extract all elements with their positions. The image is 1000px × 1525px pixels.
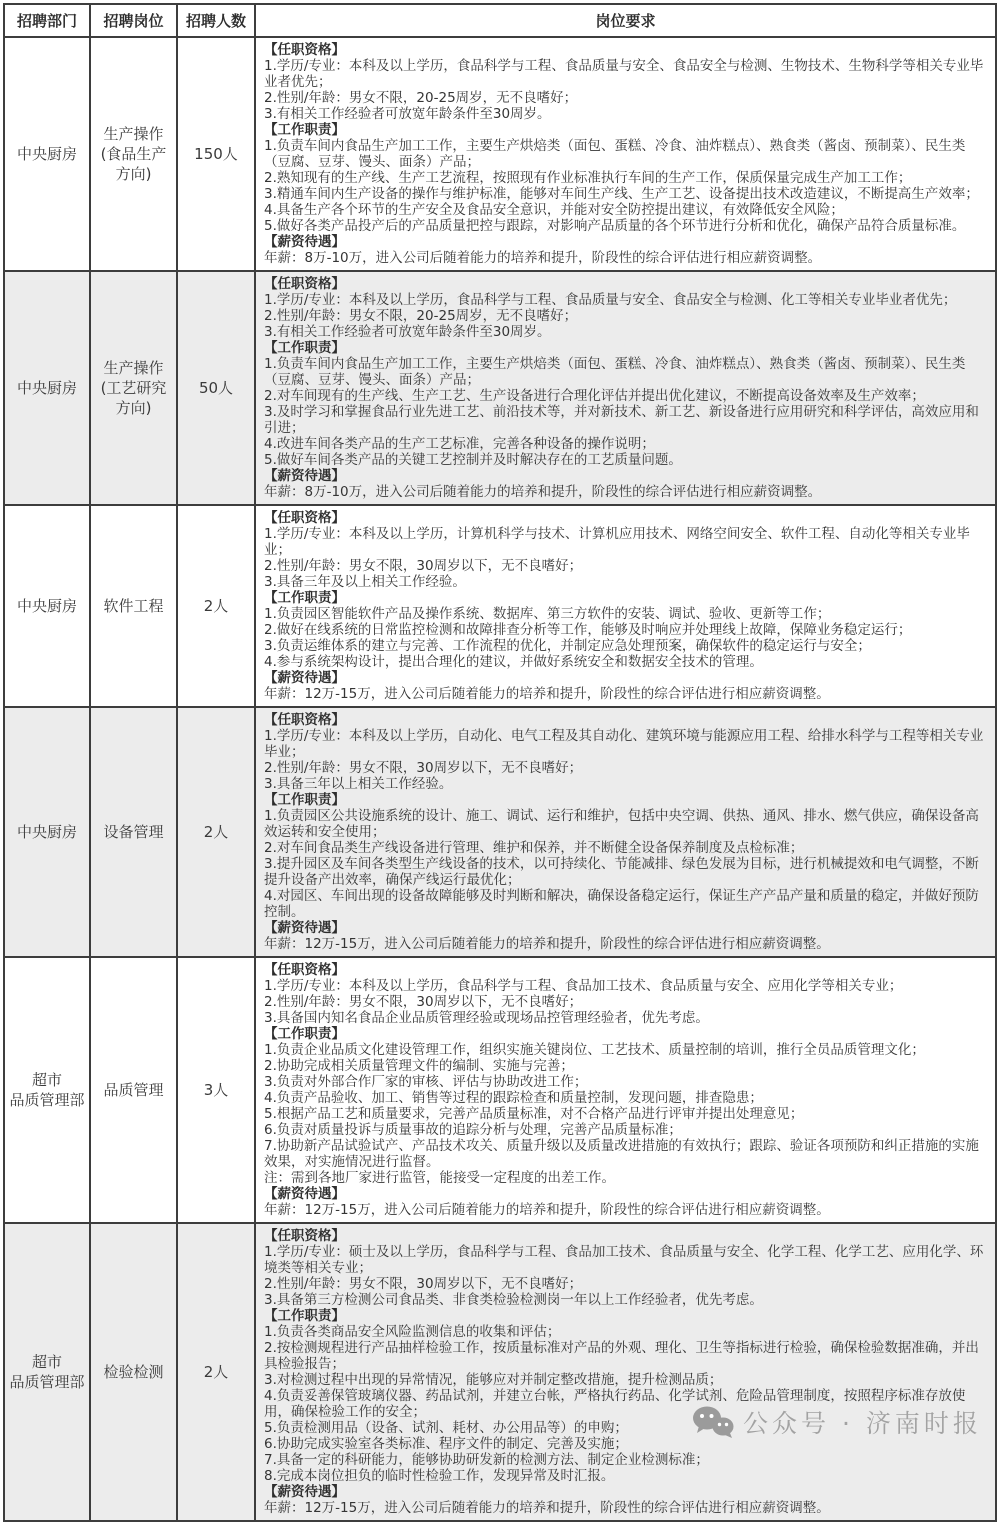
requirements-line: 1.学历/专业：本科及以上学历，食品科学与工程、食品质量与安全、食品安全与检测、生物技术、生物科学等相关专业毕业者优先； xyxy=(264,58,984,90)
department-cell xyxy=(4,37,90,271)
requirements-cell xyxy=(255,271,996,505)
header-department: 招聘部门 xyxy=(4,4,90,37)
requirements-line: 1.负责各类商品安全风险监测信息的收集和评估； xyxy=(264,1324,561,1340)
headcount-cell: 2人 xyxy=(177,505,255,707)
department-line: 品质管理部 xyxy=(9,1373,85,1391)
department-line: 超市 xyxy=(31,1353,62,1371)
requirements-line: 3.对检测过程中出现的异常情况，能够应对并制定整改措施，提升检测品质； xyxy=(264,1372,723,1388)
position-line: (食品生产 xyxy=(100,145,167,163)
position-cell xyxy=(90,707,177,957)
requirements-line: 年薪：8万-10万，进入公司后随着能力的培养和提升，阶段性的综合评估进行相应薪资调整。 xyxy=(264,250,822,266)
requirements-line: 3.精通车间内生产设备的操作与维护标准，能够对车间生产线、生产工艺、设备提出技术改造建议，不断提高生产效率； xyxy=(264,186,979,202)
requirements-line: 3.负责对外部合作厂家的审核、评估与协助改进工作； xyxy=(264,1074,588,1090)
requirements-line: 2.对车间食品类生产线设备进行管理、维护和保养，并不断健全设备保养制度及点检标准； xyxy=(264,840,804,856)
requirements-line: 3.负责运维体系的建立与完善、工作流程的优化，并制定应急处理预案，确保软件的稳定运行与安全； xyxy=(264,638,871,654)
requirements-line: 年薪：12万-15万，进入公司后随着能力的培养和提升，阶段性的综合评估进行相应薪资调整。 xyxy=(264,936,830,952)
department-cell xyxy=(4,1223,90,1521)
requirements-line: 2.熟知现有的生产线、生产工艺流程，按照现有作业标准执行车间的生产工作，保质保量完成生产加工工作； xyxy=(264,170,912,186)
requirements-line: 4.改进车间各类产品的生产工艺标准，完善各种设备的操作说明； xyxy=(264,436,655,452)
requirements-line: 2.协助完成相关质量管理文件的编制、实施与完善； xyxy=(264,1058,574,1074)
requirements-line: 7.协助新产品试验试产、产品技术攻关、质量升级以及质量改进措施的有效执行；跟踪、验证各项预防和纠正措施的实施效果，对实施情况进行监督。 xyxy=(264,1138,979,1170)
requirements-section-heading: 【工作职责】 xyxy=(264,122,345,138)
requirements-line: 1.负责车间内食品生产加工工作，主要生产烘焙类（面包、蛋糕、冷食、油炸糕点）、熟食类（酱卤、预制菜）、民生类（豆腐、豆芽、馒头、面条）产品； xyxy=(264,138,966,170)
table-row xyxy=(4,957,996,1223)
department-cell xyxy=(4,271,90,505)
requirements-line: 年薪：12万-15万，进入公司后随着能力的培养和提升，阶段性的综合评估进行相应薪资调整。 xyxy=(264,1202,830,1218)
table-row xyxy=(4,37,996,271)
requirements-section-heading: 【任职资格】 xyxy=(264,510,345,526)
requirements-line: 3.具备三年以上相关工作经验。 xyxy=(264,776,453,792)
department-line: 超市 xyxy=(31,1071,62,1089)
requirements-line: 3.具备三年及以上相关工作经验。 xyxy=(264,574,466,590)
requirements-line: 2.性别/年龄：男女不限，30周岁以下，无不良嗜好； xyxy=(264,558,583,574)
requirements-line: 6.负责对质量投诉与质量事故的追踪分析与处理，完善产品质量标准； xyxy=(264,1122,682,1138)
department-cell xyxy=(4,957,90,1223)
requirements-section-heading: 【任职资格】 xyxy=(264,962,345,978)
department-line: 中央厨房 xyxy=(16,379,77,397)
requirements-section-heading: 【薪资待遇】 xyxy=(264,468,345,484)
table-row xyxy=(4,271,996,505)
requirements-section-heading: 【工作职责】 xyxy=(264,590,345,606)
requirements-section-heading: 【薪资待遇】 xyxy=(264,1484,345,1500)
position-line: 方向) xyxy=(115,165,152,183)
table-row xyxy=(4,505,996,707)
requirements-line: 4.对园区、车间出现的设备故障能够及时判断和解决，确保设备稳定运行，保证生产产品产量和质量的稳定，并做好预防控制。 xyxy=(264,888,979,920)
requirements-line: 1.学历/专业：本科及以上学历，食品科学与工程、食品加工技术、食品质量与安全、应用化学等相关专业； xyxy=(264,978,903,994)
requirements-cell xyxy=(255,37,996,271)
requirements-line: 2.做好在线系统的日常监控检测和故障排查分析等工作，能够及时响应并处理线上故障，保障业务稳定运行； xyxy=(264,622,912,638)
requirements-line: 1.学历/专业：本科及以上学历，食品科学与工程、食品质量与安全、食品安全与检测、化工等相关专业毕业者优先； xyxy=(264,292,957,308)
watermark-text: 公众号 · 济南时报 xyxy=(743,1409,982,1438)
requirements-line: 2.性别/年龄：男女不限，20-25周岁，无不良嗜好； xyxy=(264,308,578,324)
headcount-cell: 3人 xyxy=(177,957,255,1223)
requirements-section-heading: 【任职资格】 xyxy=(264,712,345,728)
department-line: 中央厨房 xyxy=(16,823,77,841)
requirements-line: 4.负责妥善保管玻璃仪器、药品试剂，并建立台帐，严格执行药品、化学试剂、危险品管理制度，按照程序标准存放使用，确保检验工作的安全； xyxy=(264,1388,966,1420)
requirements-section-heading: 【工作职责】 xyxy=(264,1308,345,1324)
requirements-section-heading: 【薪资待遇】 xyxy=(264,234,345,250)
recruitment-table xyxy=(3,3,997,1522)
requirements-line: 1.学历/专业：本科及以上学历，计算机科学与技术、计算机应用技术、网络空间安全、软件工程、自动化等相关专业毕业； xyxy=(264,526,970,558)
header-headcount: 招聘人数 xyxy=(177,4,255,37)
requirements-line: 3.提升园区及车间各类型生产线设备的技术，以可持续化、节能减排、绿色发展为目标，进行机械提效和电气调整，不断提升设备产出效率，确保产线运行最优化； xyxy=(264,856,979,888)
requirements-line: 4.参与系统架构设计，提出合理化的建议，并做好系统安全和数据安全技术的管理。 xyxy=(264,654,763,670)
department-cell xyxy=(4,707,90,957)
position-line: 软件工程 xyxy=(103,597,164,615)
headcount-cell: 2人 xyxy=(177,1223,255,1521)
headcount-cell: 50人 xyxy=(177,271,255,505)
position-cell xyxy=(90,505,177,707)
requirements-line: 1.负责园区智能软件产品及操作系统、数据库、第三方软件的安装、调试、验收、更新等工作； xyxy=(264,606,831,622)
requirements-line: 注：需到各地厂家进行监管，能接受一定程度的出差工作。 xyxy=(264,1170,615,1186)
requirements-line: 3.及时学习和掌握食品行业先进工艺、前沿技术等，并对新技术、新工艺、新设备进行应用研究和科学评估，高效应用和引进； xyxy=(264,404,979,436)
requirements-line: 1.负责园区公共设施系统的设计、施工、调试、运行和维护，包括中央空调、供热、通风、排水、燃气供应，确保设备高效运转和安全使用； xyxy=(264,808,979,840)
position-cell xyxy=(90,271,177,505)
table-body xyxy=(4,37,996,1521)
requirements-line: 2.性别/年龄：男女不限，30周岁以下，无不良嗜好； xyxy=(264,1276,583,1292)
requirements-section-heading: 【任职资格】 xyxy=(264,42,345,58)
position-line: 检验检测 xyxy=(103,1363,164,1381)
requirements-line: 1.负责企业品质文化建设管理工作，组织实施关键岗位、工艺技术、质量控制的培训，推行全员品质管理文化； xyxy=(264,1042,925,1058)
requirements-line: 2.对车间现有的生产线、生产工艺、生产设备进行合理化评估并提出优化建议，不断提高设备效率及生产效率； xyxy=(264,388,925,404)
requirements-line: 4.具备生产各个环节的生产安全及食品安全意识，并能对安全防控提出建议，有效降低安全风险； xyxy=(264,202,844,218)
requirements-line: 7.具备一定的科研能力，能够协助研发新的检测方法、制定企业检测标准； xyxy=(264,1452,709,1468)
requirements-section-heading: 【工作职责】 xyxy=(264,340,345,356)
headcount-cell: 150人 xyxy=(177,37,255,271)
requirements-line: 年薪：12万-15万，进入公司后随着能力的培养和提升，阶段性的综合评估进行相应薪资调整。 xyxy=(264,686,830,702)
requirements-line: 1.负责车间内食品生产加工工作，主要生产烘焙类（面包、蛋糕、冷食、油炸糕点）、熟食类（酱卤、预制菜）、民生类（豆腐、豆芽、馒头、面条）产品； xyxy=(264,356,966,388)
requirements-line: 2.性别/年龄：男女不限，30周岁以下，无不良嗜好； xyxy=(264,760,583,776)
header-position: 招聘岗位 xyxy=(90,4,177,37)
requirements-cell xyxy=(255,505,996,707)
requirements-section-heading: 【任职资格】 xyxy=(264,276,345,292)
requirements-line: 年薪：12万-15万，进入公司后随着能力的培养和提升，阶段性的综合评估进行相应薪资调整。 xyxy=(264,1500,830,1516)
requirements-line: 3.具备国内知名食品企业品质管理经验或现场品控管理经验者，优先考虑。 xyxy=(264,1010,709,1026)
requirements-line: 5.负责检测用品（设备、试剂、耗材、办公用品等）的申购； xyxy=(264,1420,628,1436)
requirements-line: 2.性别/年龄：男女不限，20-25周岁，无不良嗜好； xyxy=(264,90,578,106)
position-line: 方向) xyxy=(115,399,152,417)
headcount-cell: 2人 xyxy=(177,707,255,957)
table-row xyxy=(4,707,996,957)
requirements-line: 5.做好各类产品投产后的产品质量把控与跟踪，对影响产品质量的各个环节进行分析和优化，确保产品符合质量标准。 xyxy=(264,218,966,234)
position-line: (工艺研究 xyxy=(100,379,167,397)
requirements-section-heading: 【工作职责】 xyxy=(264,792,345,808)
requirements-section-heading: 【薪资待遇】 xyxy=(264,920,345,936)
requirements-line: 1.学历/专业：硕士及以上学历，食品科学与工程、食品加工技术、食品质量与安全、化学工程、化学工艺、应用化学、环境类等相关专业； xyxy=(264,1244,984,1276)
requirements-cell xyxy=(255,957,996,1223)
requirements-section-heading: 【任职资格】 xyxy=(264,1228,345,1244)
position-line: 生产操作 xyxy=(103,125,164,143)
department-line: 品质管理部 xyxy=(9,1091,85,1109)
requirements-line: 5.做好车间各类产品的关键工艺控制并及时解决存在的工艺质量问题。 xyxy=(264,452,682,468)
requirements-line: 8.完成本岗位担负的临时性检验工作，发现异常及时汇报。 xyxy=(264,1468,615,1484)
requirements-section-heading: 【薪资待遇】 xyxy=(264,670,345,686)
header-requirements: 岗位要求 xyxy=(255,4,996,37)
requirements-line: 2.按检测规程进行产品抽样检验工作，按质量标准对产品的外观、理化、卫生等指标进行检验，确保检验数据准确，并出具检验报告； xyxy=(264,1340,979,1372)
header-row xyxy=(4,4,996,37)
position-cell xyxy=(90,1223,177,1521)
requirements-line: 3.有相关工作经验者可放宽年龄条件至30周岁。 xyxy=(264,106,551,122)
requirements-cell xyxy=(255,707,996,957)
requirements-line: 5.根据产品工艺和质量要求，完善产品质量标准，对不合格产品进行评审并提出处理意见； xyxy=(264,1106,804,1122)
requirements-cell xyxy=(255,1223,996,1521)
position-cell xyxy=(90,37,177,271)
requirements-line: 3.有相关工作经验者可放宽年龄条件至30周岁。 xyxy=(264,324,551,340)
requirements-line: 2.性别/年龄：男女不限，30周岁以下，无不良嗜好； xyxy=(264,994,583,1010)
requirements-line: 4.负责产品验收、加工、销售等过程的跟踪检查和质量控制，发现问题，排查隐患； xyxy=(264,1090,763,1106)
requirements-section-heading: 【工作职责】 xyxy=(264,1026,345,1042)
table-row xyxy=(4,1223,996,1521)
requirements-line: 6.协助完成实验室各类标准、程序文件的制定、完善及实施； xyxy=(264,1436,628,1452)
department-line: 中央厨房 xyxy=(16,145,77,163)
position-line: 生产操作 xyxy=(103,359,164,377)
position-cell xyxy=(90,957,177,1223)
requirements-line: 年薪：8万-10万，进入公司后随着能力的培养和提升，阶段性的综合评估进行相应薪资调整。 xyxy=(264,484,822,500)
requirements-line: 1.学历/专业：本科及以上学历，自动化、电气工程及其自动化、建筑环境与能源应用工程、给排水科学与工程等相关专业毕业； xyxy=(264,728,984,760)
department-cell xyxy=(4,505,90,707)
department-line: 中央厨房 xyxy=(16,597,77,615)
position-line: 设备管理 xyxy=(103,823,164,841)
position-line: 品质管理 xyxy=(103,1081,164,1099)
requirements-section-heading: 【薪资待遇】 xyxy=(264,1186,345,1202)
requirements-line: 3.具备第三方检测公司食品类、非食类检验检测岗一年以上工作经验者，优先考虑。 xyxy=(264,1292,763,1308)
